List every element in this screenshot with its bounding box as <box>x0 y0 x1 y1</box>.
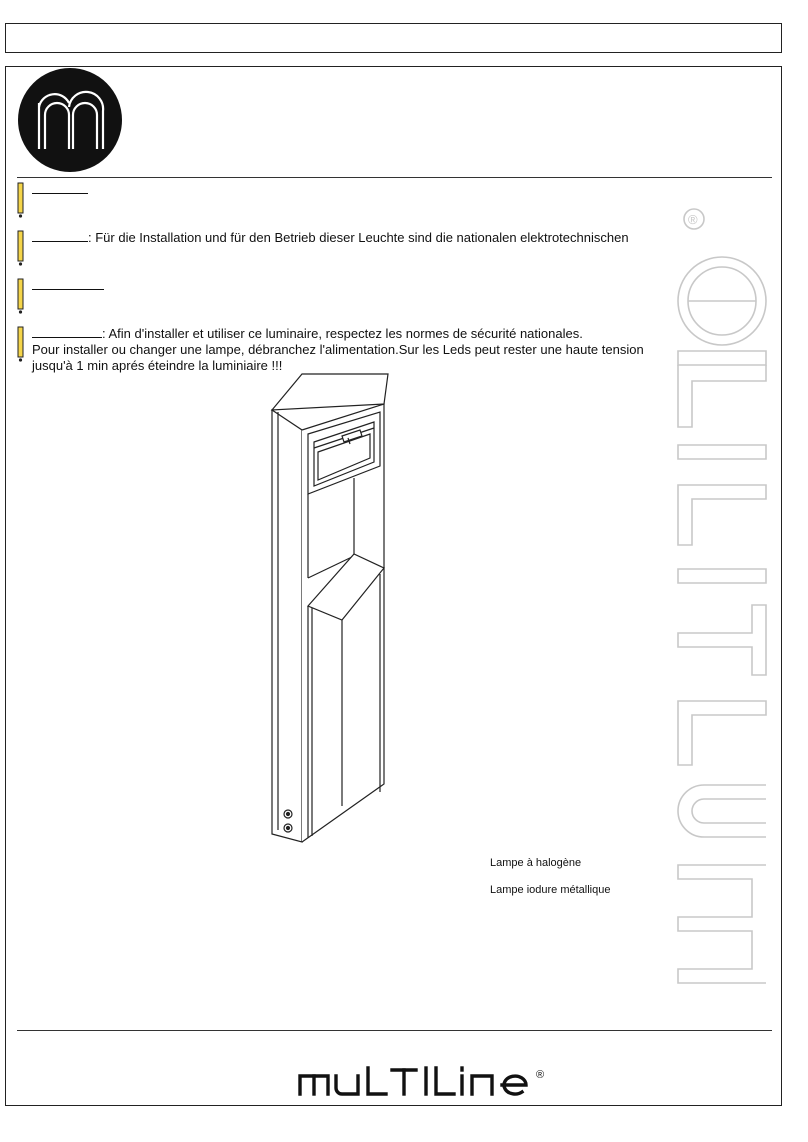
language-label-blank <box>32 325 102 338</box>
footer-divider <box>17 1030 772 1031</box>
language-label-blank <box>32 229 88 242</box>
header-divider <box>17 177 772 178</box>
warning-line-2: : Für die Installation und für den Betrieb dieser Leuchte sind die nationalen elektrotechnischen <box>32 229 629 246</box>
caption-metal-iodide-lamp: Lampe iodure métallique <box>490 884 611 896</box>
warning-line-4-continuation: Pour installer ou changer une lampe, débranchez l'alimentation.Sur les Leds peut rester une haute tension <box>32 342 644 357</box>
warning-icon <box>17 326 25 362</box>
warning-line-3 <box>32 277 104 294</box>
registered-mark: ® <box>536 1069 545 1081</box>
footer-brand-logo <box>296 1062 566 1107</box>
warning-icon <box>17 182 25 218</box>
vertical-brand-wordmark <box>674 205 770 995</box>
brand-logo-circle <box>17 67 123 173</box>
warning-icon <box>17 230 25 266</box>
brand-logo-m-icon <box>17 67 123 173</box>
title-box <box>5 23 782 53</box>
warning-line-4: : Afin d'installer et utiliser ce luminaire, respectez les normes de sécurité nationales. <box>32 325 583 342</box>
language-label-blank <box>32 277 104 290</box>
warning-line-4-continuation: jusqu'à 1 min aprés éteindre la luminiaire !!! <box>32 358 283 373</box>
caption-halogen-lamp: Lampe à halogène <box>490 857 582 869</box>
bollard-luminaire-drawing <box>262 368 394 849</box>
registered-mark: ® <box>688 212 698 227</box>
language-label-blank <box>32 181 88 194</box>
warning-icon <box>17 278 25 314</box>
warning-line-1 <box>32 181 88 198</box>
